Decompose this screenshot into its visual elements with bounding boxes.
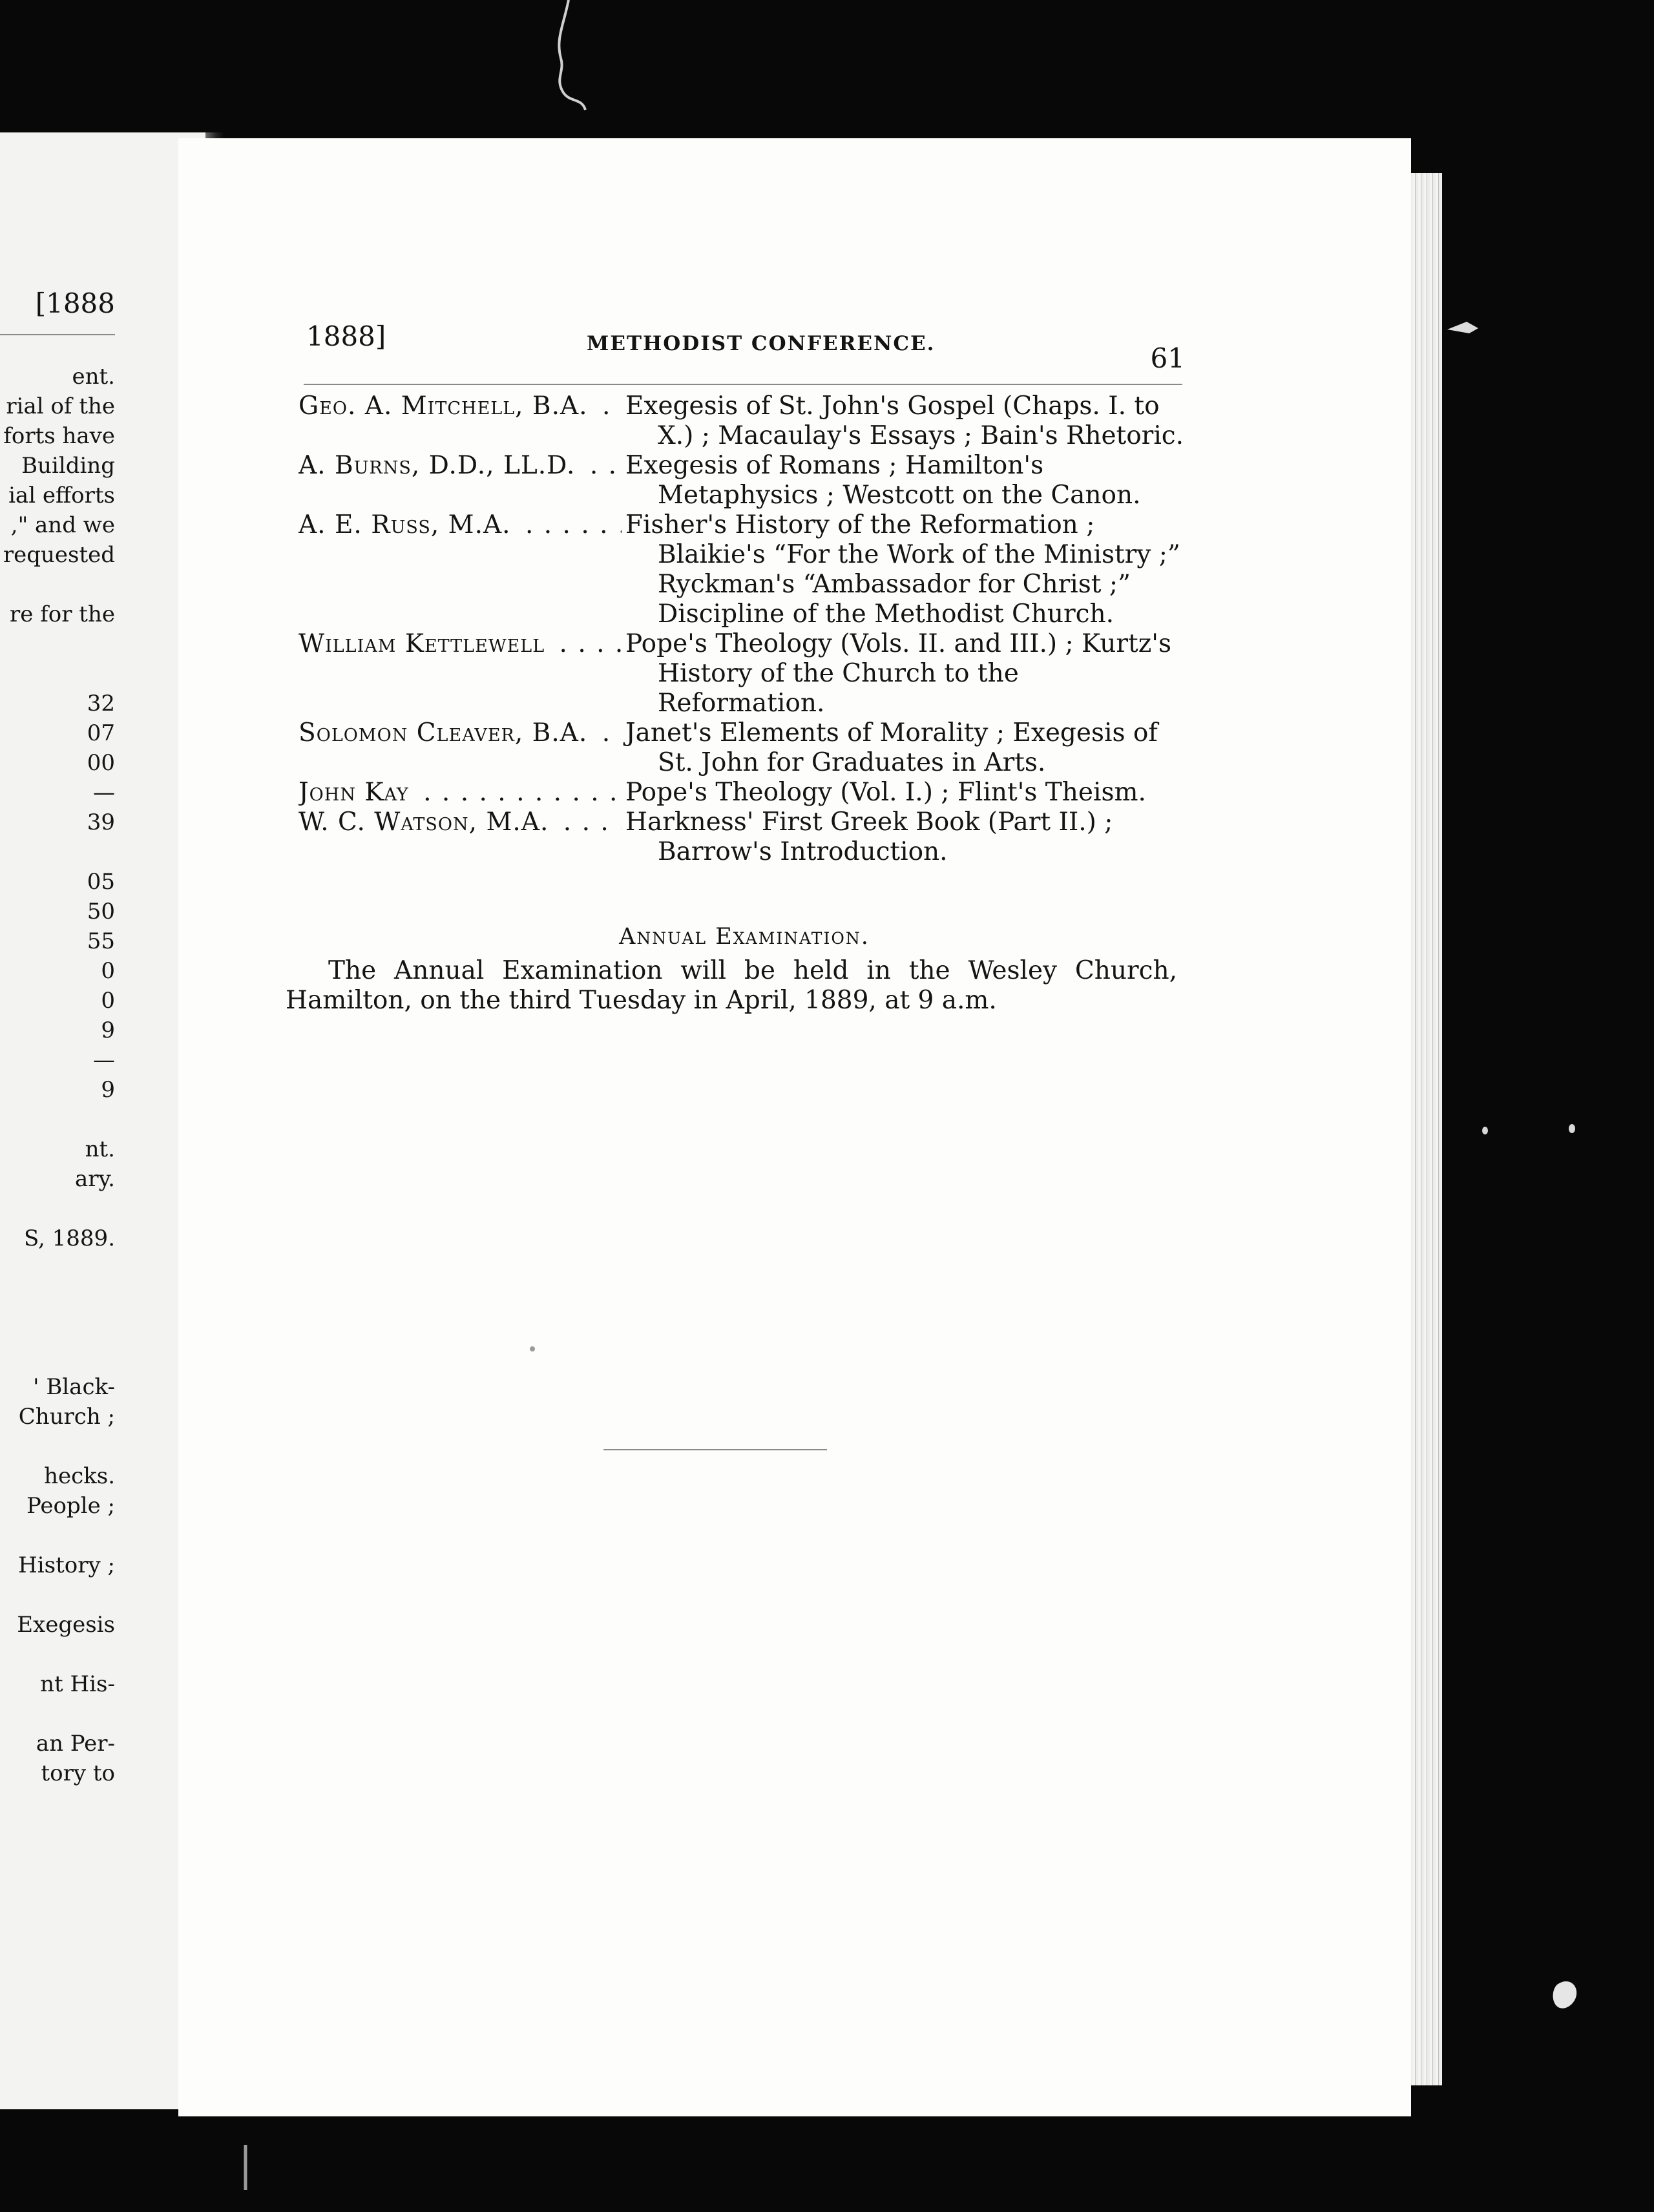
- course-subjects: Pope's Theology (Vols. II. and III.) ; Kurtz's History of the Church to the Reformation.: [625, 629, 1172, 718]
- running-head-year: 1888]: [306, 320, 386, 352]
- thread-artifact: [559, 0, 585, 110]
- left-page-line: S, 1889.: [23, 1226, 115, 1251]
- course-subjects: Harkness' First Greek Book (Part II.) ; Barrow's Introduction.: [625, 808, 1113, 866]
- course-subjects: Pope's Theology (Vol. I.) ; Flint's Theism.: [625, 778, 1146, 807]
- section-title: Annual Examination.: [619, 924, 870, 950]
- speck-artifact: [1553, 1981, 1577, 2009]
- left-page-line: nt His-: [40, 1671, 115, 1697]
- left-page-line: Church ;: [18, 1404, 115, 1430]
- left-page-line: nt.: [85, 1136, 115, 1162]
- examiner-name-text: A. E. Russ, M.A.: [298, 510, 516, 539]
- left-page-line: 0: [101, 988, 115, 1014]
- course-subjects: Fisher's History of the Reformation ; Blaikie's “For the Work of the Ministry ;” Ryckman's “Ambassador for Christ ;” Discipline of the Methodist Church.: [625, 510, 1180, 629]
- speck-artifact: [1569, 1124, 1575, 1133]
- left-page-line: ' Black-: [33, 1374, 115, 1400]
- left-page-year: [1888: [35, 287, 115, 319]
- speck-artifact: [530, 1346, 535, 1351]
- page-number: 61: [1150, 342, 1185, 374]
- course-subjects: Exegesis of Romans ; Hamilton's Metaphysics ; Westcott on the Canon.: [625, 451, 1141, 510]
- left-page-line: Building: [21, 453, 115, 479]
- examiner-name-text: A. Burns, D.D., LL.D.: [298, 451, 580, 480]
- left-page-line: 0: [101, 958, 115, 984]
- left-page-line: ial efforts: [8, 483, 115, 508]
- left-page-line: an Per-: [36, 1731, 115, 1757]
- left-page-line: ," and we: [10, 512, 115, 538]
- left-page-line: Exegesis: [17, 1612, 115, 1638]
- left-page-line: ary.: [74, 1166, 115, 1192]
- left-page-line: hecks.: [44, 1463, 115, 1489]
- left-page-line: 9: [101, 1017, 115, 1043]
- left-page-line: 9: [101, 1077, 115, 1103]
- course-subjects: Exegesis of St. John's Gospel (Chaps. I. to X.) ; Macaulay's Essays ; Bain's Rhetoric.: [625, 391, 1184, 450]
- left-page-line: ent.: [72, 364, 115, 390]
- left-page-line: tory to: [41, 1760, 115, 1786]
- left-page-line: —: [93, 780, 115, 806]
- left-page-line: 55: [87, 928, 115, 954]
- left-page-line: re for the: [10, 601, 115, 627]
- left-page-line: 05: [87, 869, 115, 895]
- examiner-name-text: John Kay: [298, 778, 414, 807]
- examination-notice: The Annual Examination will be held in the Wesley Church, Hamilton, on the third Tuesday in April, 1889, at 9 a.m.: [286, 956, 1177, 1015]
- examiner-name-text: Geo. A. Mitchell, B.A.: [298, 391, 593, 421]
- speck-artifact: [1447, 322, 1478, 333]
- left-page-line: 00: [87, 750, 115, 776]
- examiner-name-text: William Kettlewell: [298, 629, 550, 658]
- left-page-line: —: [93, 1047, 115, 1073]
- left-page-line: 50: [87, 899, 115, 924]
- left-page-line: 07: [87, 720, 115, 746]
- speck-artifact: [1482, 1127, 1488, 1134]
- examiner-name-text: W. C. Watson, M.A.: [298, 808, 554, 837]
- left-page-line: 32: [87, 691, 115, 716]
- left-page-line: requested: [3, 542, 115, 568]
- left-page-line: People ;: [26, 1493, 115, 1519]
- examiner-name-text: Solomon Cleaver, B.A.: [298, 718, 592, 747]
- running-head-title: METHODIST CONFERENCE.: [587, 332, 936, 355]
- left-page-line: History ;: [18, 1552, 115, 1578]
- left-page-line: 39: [87, 809, 115, 835]
- course-subjects: Janet's Elements of Morality ; Exegesis of St. John for Graduates in Arts.: [625, 718, 1158, 777]
- left-page-line: forts have: [3, 423, 115, 449]
- left-page-line: rial of the: [6, 393, 115, 419]
